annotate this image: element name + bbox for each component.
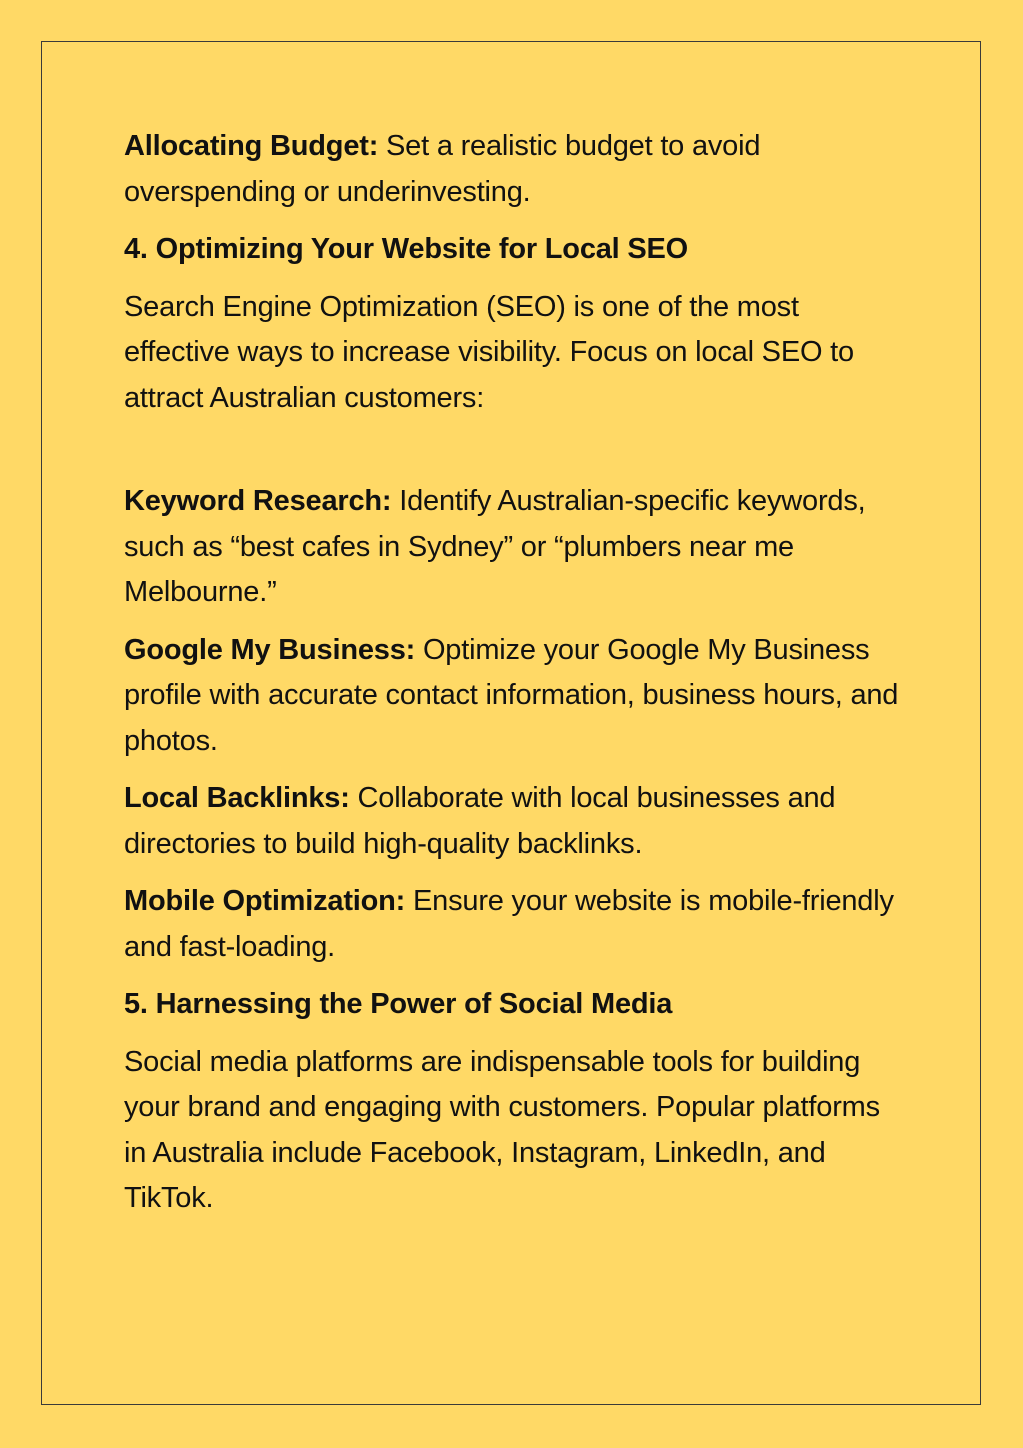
- seo-intro-paragraph: Search Engine Optimization (SEO) is one of the most effective ways to increase visibility. Focus on local SEO to attract Australian customers:: [124, 290, 854, 414]
- budget-item: [124, 124, 904, 215]
- spacer: [124, 433, 904, 479]
- local-backlinks-label: Local Backlinks:: [124, 782, 350, 814]
- page-content: [124, 124, 904, 1234]
- google-my-business-label: Google My Business:: [124, 633, 416, 666]
- google-my-business-text: Optimize your Google My Business profile with accurate contact information, business hours, and photos.: [124, 633, 899, 757]
- local-backlinks-item: [124, 776, 904, 867]
- budget-label: Allocating Budget:: [124, 130, 379, 162]
- budget-text: Set a realistic budget to avoid overspending or underinvesting.: [124, 130, 761, 208]
- keyword-research-item: [124, 479, 904, 616]
- google-my-business-item: [124, 628, 904, 765]
- section-heading-social-media: 5. Harnessing the Power of Social Media: [124, 988, 673, 1020]
- keyword-research-text: Identify Australian-specific keywords, such as “best cafes in Sydney” or “plumbers near me Melbourne.”: [124, 485, 866, 608]
- mobile-optimization-label: Mobile Optimization:: [124, 885, 406, 917]
- local-backlinks-text: Collaborate with local businesses and directories to build high-quality backlinks.: [124, 782, 836, 860]
- mobile-optimization-text: Ensure your website is mobile-friendly and fast-loading.: [124, 885, 894, 963]
- keyword-research-label: Keyword Research:: [124, 485, 392, 517]
- social-media-paragraph: Social media platforms are indispensable tools for building your brand and engaging with customers. Popular platforms in Australia include Facebook, Instagram, LinkedIn, and TikTok.: [124, 1045, 880, 1214]
- section-heading-local-seo: 4. Optimizing Your Website for Local SEO: [124, 233, 689, 265]
- mobile-optimization-item: [124, 879, 904, 970]
